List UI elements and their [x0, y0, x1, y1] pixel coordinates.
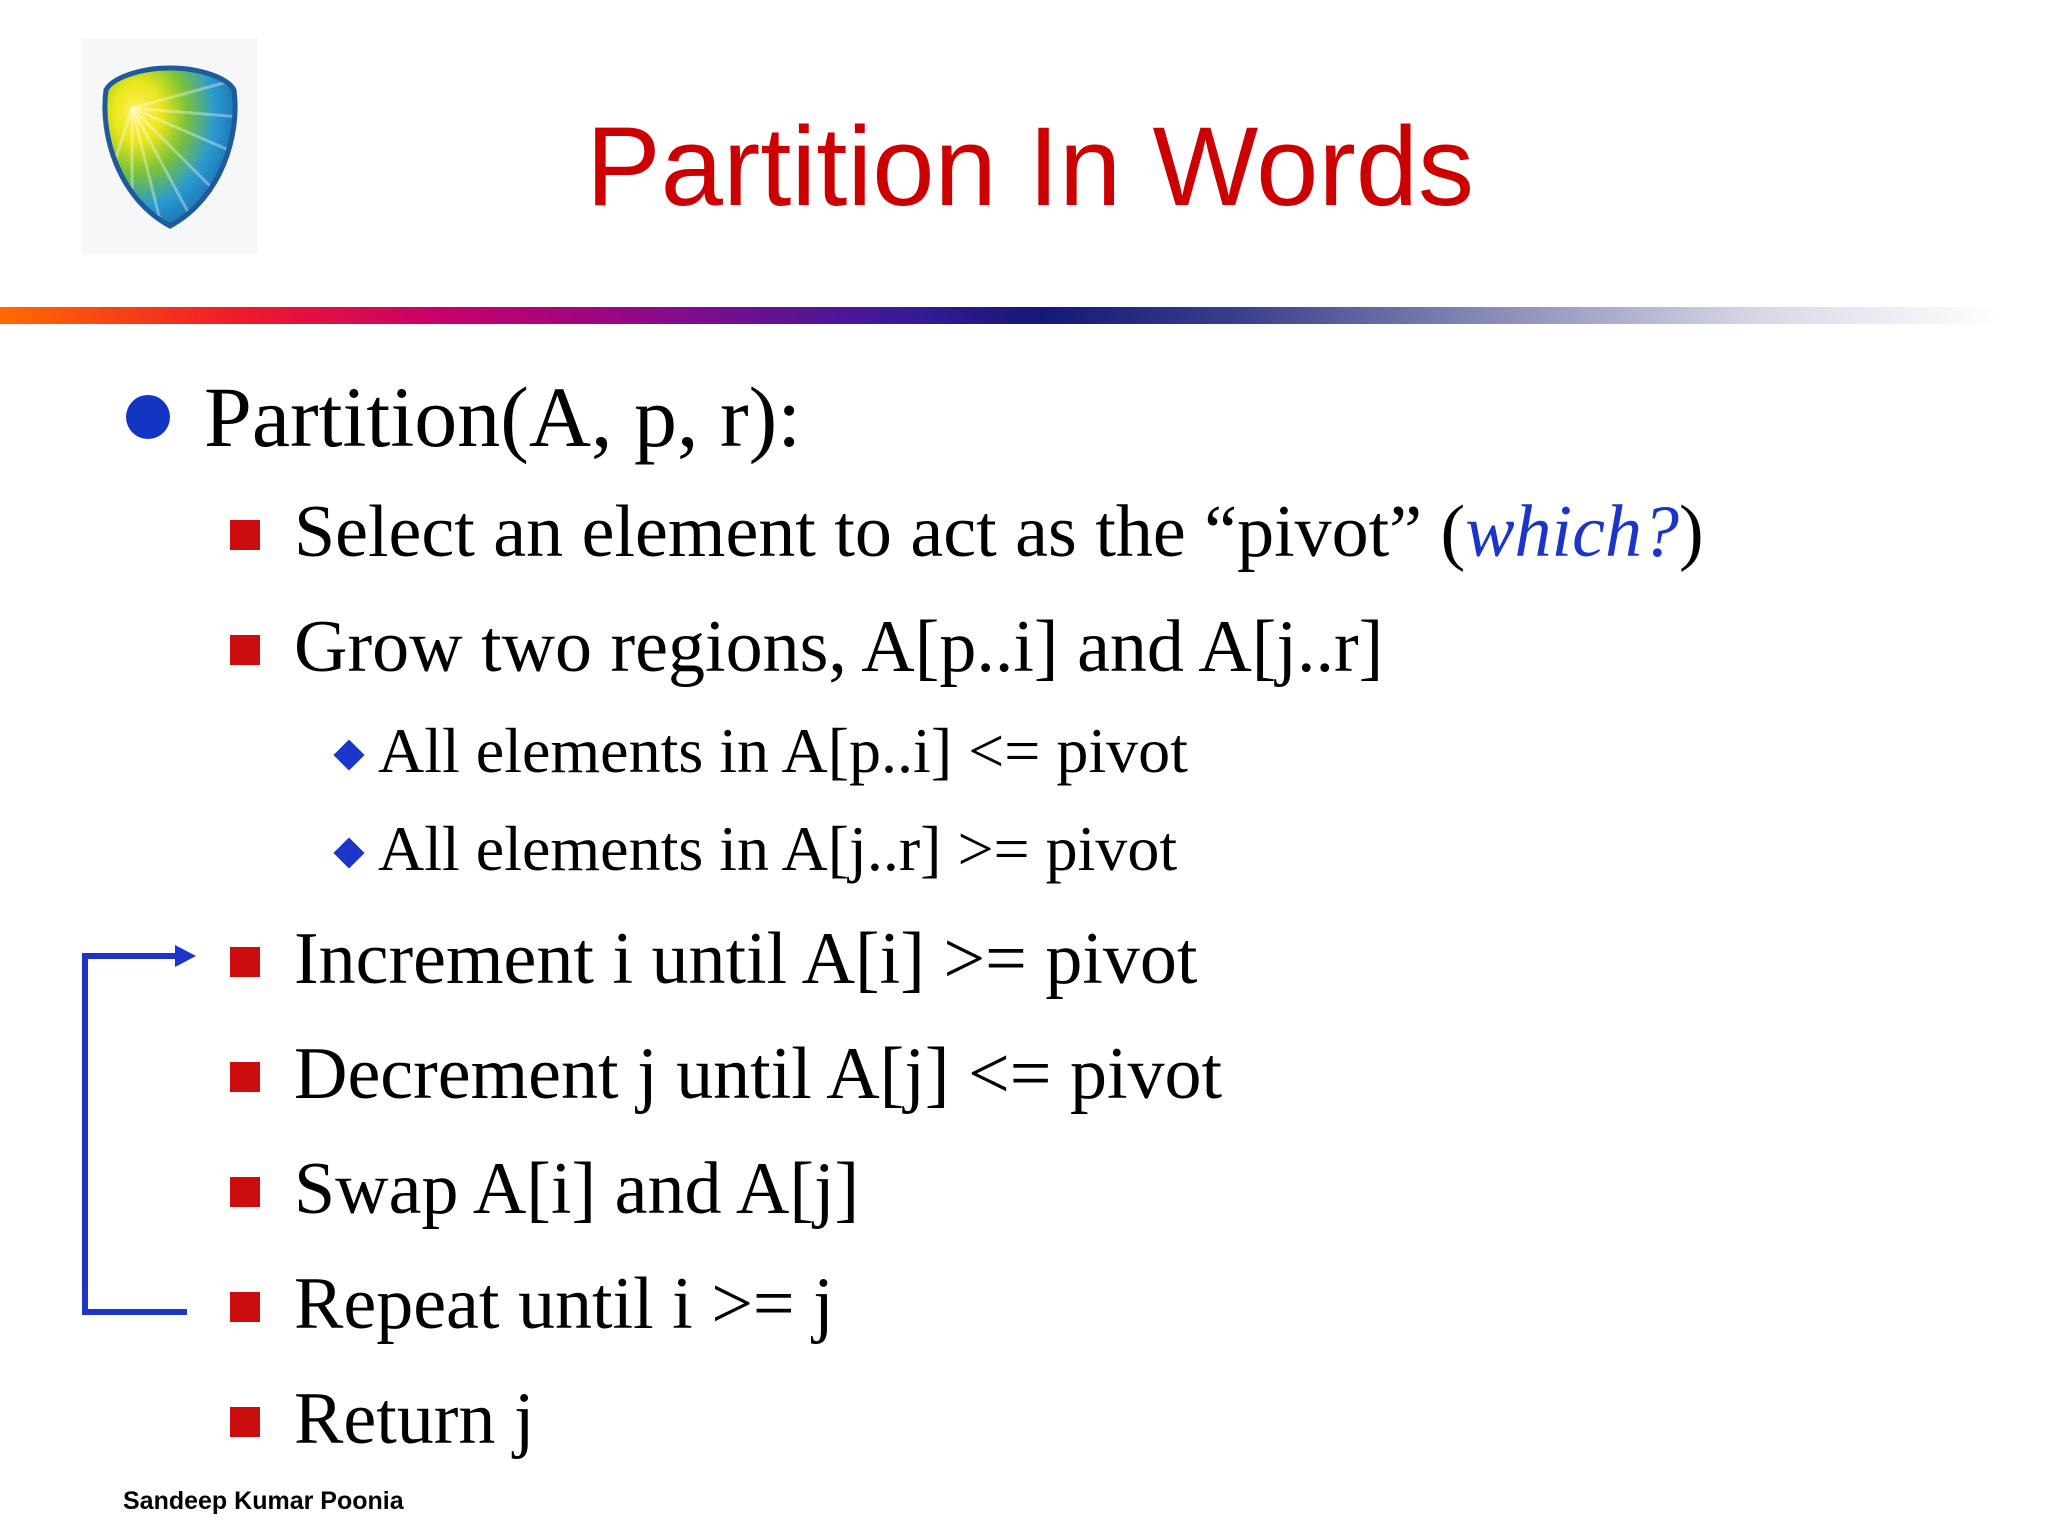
- step-text: Swap A[i] and A[j]: [294, 1148, 860, 1230]
- step-item: [230, 1139, 859, 1239]
- step-text: Increment i until A[i] >= pivot: [294, 918, 1198, 1000]
- author-footer: Sandeep Kumar Poonia: [123, 1487, 404, 1515]
- sub-step-item: [332, 706, 1188, 796]
- diamond-bullet-icon: [333, 739, 364, 770]
- main-bullet: [126, 362, 801, 472]
- step-text: Repeat until i >= j: [294, 1263, 834, 1345]
- bullet-dot-icon: [126, 395, 170, 439]
- square-bullet-icon: [230, 1177, 260, 1207]
- square-bullet-icon: [230, 520, 260, 550]
- gradient-divider: [0, 307, 2000, 324]
- slide-title: Partition In Words: [585, 104, 1475, 229]
- sub-step-text: All elements in A[j..r] >= pivot: [378, 813, 1178, 884]
- sub-step-text: All elements in A[p..i] <= pivot: [378, 715, 1188, 786]
- sub-step-item: [332, 804, 1177, 894]
- step-item: [230, 1254, 834, 1354]
- which-emphasis: which?: [1465, 491, 1679, 573]
- square-bullet-icon: [230, 1062, 260, 1092]
- step-item: [230, 1024, 1222, 1124]
- step-text: Decrement j until A[j] <= pivot: [294, 1033, 1223, 1115]
- step-item: [230, 597, 1383, 697]
- shield-logo-icon: [82, 38, 258, 254]
- step-item: [230, 482, 1704, 582]
- loop-arrow-icon: [70, 935, 200, 1325]
- square-bullet-icon: [230, 1407, 260, 1437]
- step-text: Grow two regions, A[p..i] and A[j..r]: [294, 606, 1384, 688]
- step-text: Return j: [294, 1378, 535, 1460]
- square-bullet-icon: [230, 1292, 260, 1322]
- step-text: Select an element to act as the “pivot” (which?): [294, 491, 1704, 573]
- diamond-bullet-icon: [333, 837, 364, 868]
- step-item: [230, 1369, 534, 1469]
- main-bullet-text: Partition(A, p, r):: [204, 369, 802, 465]
- square-bullet-icon: [230, 947, 260, 977]
- step-item: [230, 909, 1197, 1009]
- square-bullet-icon: [230, 635, 260, 665]
